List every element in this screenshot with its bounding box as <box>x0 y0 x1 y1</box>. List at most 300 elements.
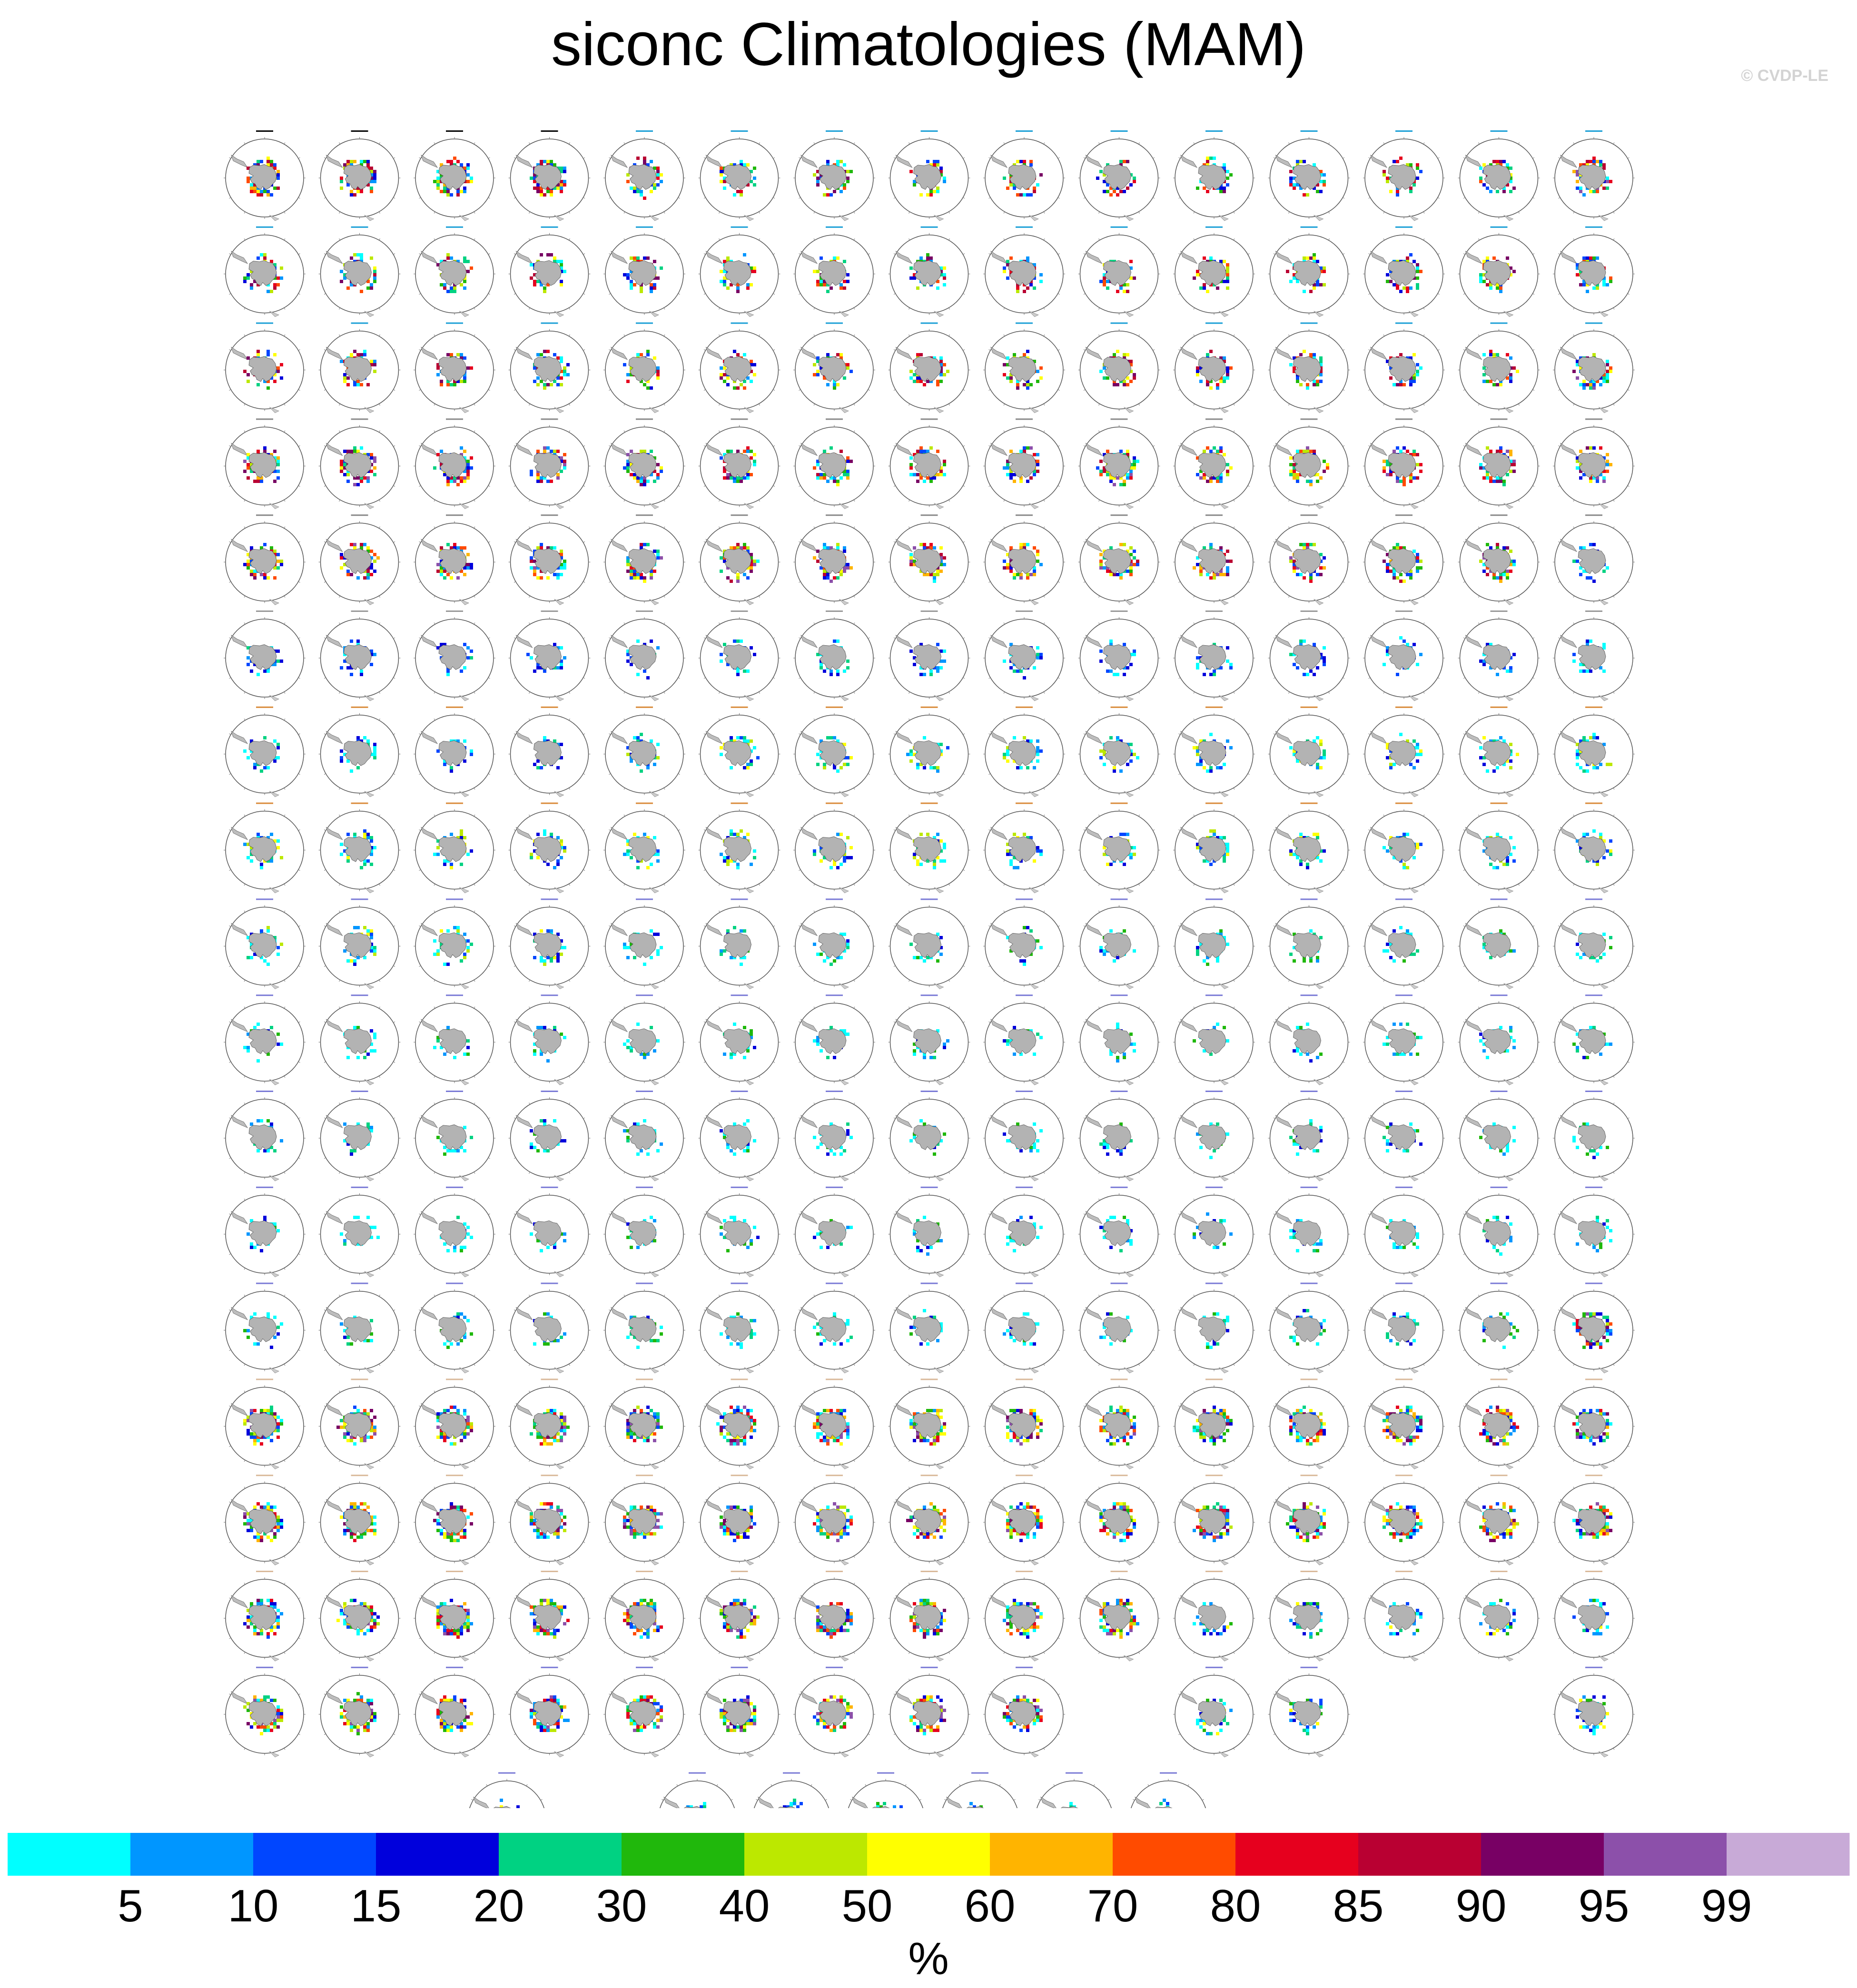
sea-ice-cell <box>560 260 563 263</box>
sea-ice-cell <box>849 370 853 373</box>
panel-tick <box>488 197 490 198</box>
sea-ice-cell <box>550 193 553 197</box>
sea-ice-cell <box>363 543 366 546</box>
sea-ice-cell <box>746 163 750 167</box>
panel-tick <box>1248 197 1249 198</box>
sea-ice-cell <box>1482 366 1486 370</box>
sea-ice-cell <box>753 560 756 563</box>
sea-ice-cell <box>253 187 257 190</box>
panel-tick <box>339 431 340 432</box>
panel-tick <box>379 308 380 309</box>
sea-ice-cell <box>263 543 267 546</box>
panel-tick <box>1438 390 1439 391</box>
sea-ice-cell <box>816 370 820 373</box>
sea-ice-cell <box>273 450 277 453</box>
panel-tick <box>1613 335 1614 336</box>
panel-tick <box>1559 350 1560 351</box>
panel-tick <box>1084 197 1085 198</box>
panel-title-mark <box>446 226 463 228</box>
panel-title-mark <box>541 323 558 324</box>
sea-ice-cell <box>1116 193 1119 197</box>
sea-ice-cell <box>820 476 823 480</box>
panel-tick <box>894 254 895 255</box>
sea-ice-cell <box>1129 183 1133 187</box>
sea-ice-cell <box>1606 283 1609 286</box>
panel-tick <box>244 527 245 528</box>
sea-ice-cell <box>843 570 846 573</box>
sea-ice-cell <box>1592 386 1596 390</box>
sea-ice-cell <box>1293 187 1296 190</box>
sea-ice-cell <box>370 456 373 460</box>
panel-tick <box>298 581 300 582</box>
panel-tick <box>1153 485 1155 486</box>
sea-ice-cell <box>943 283 946 286</box>
sea-ice-cell <box>840 190 843 193</box>
sea-ice-cell <box>646 353 650 356</box>
sea-ice-cell <box>1512 270 1516 273</box>
sea-ice-cell <box>1579 187 1582 190</box>
sea-ice-cell <box>353 446 356 450</box>
sea-ice-cell <box>267 290 270 293</box>
sea-ice-cell <box>456 576 460 580</box>
sea-ice-cell <box>1019 480 1023 483</box>
sea-ice-cell <box>1589 446 1592 450</box>
panel-tick <box>298 157 300 158</box>
sea-ice-cell <box>366 160 370 163</box>
panel-tick <box>759 431 760 432</box>
panel-tick <box>339 500 340 501</box>
panel-tick <box>1084 350 1085 351</box>
sea-ice-cell <box>1509 380 1512 383</box>
panel-tick <box>1519 404 1520 405</box>
sea-ice-cell <box>943 363 946 366</box>
sea-ice-cell <box>436 563 440 566</box>
sea-ice-cell <box>816 473 820 476</box>
panel-tick <box>529 431 530 432</box>
sea-ice-cell <box>1399 157 1403 160</box>
sea-ice-cell <box>650 190 653 193</box>
sea-ice-cell <box>1033 187 1036 190</box>
sea-ice-cell <box>833 190 836 193</box>
sea-ice-cell <box>1416 167 1419 170</box>
sea-ice-cell <box>1499 450 1502 453</box>
panel-tick <box>1383 143 1384 144</box>
sea-ice-cell <box>247 463 250 466</box>
sea-ice-cell <box>1036 370 1039 373</box>
sea-ice-cell <box>633 187 636 190</box>
sea-ice-cell <box>939 360 943 363</box>
sea-ice-cell <box>1126 290 1129 293</box>
panel-tick <box>759 335 760 336</box>
sea-ice-cell <box>560 280 563 283</box>
sea-ice-cell <box>656 170 660 173</box>
sea-ice-cell <box>1409 190 1413 193</box>
sea-ice-cell <box>1006 187 1009 190</box>
sea-ice-cell <box>656 177 660 180</box>
sea-ice-cell <box>456 546 460 550</box>
sea-ice-cell <box>1289 363 1293 366</box>
sea-ice-cell <box>656 553 660 556</box>
sea-ice-cell <box>1413 450 1416 453</box>
sea-ice-cell <box>656 463 660 466</box>
panel-tick <box>609 294 611 295</box>
panel-tick <box>244 212 245 213</box>
panel-tick <box>1519 238 1520 240</box>
sea-ice-cell <box>660 180 663 183</box>
panel-tick <box>1519 308 1520 309</box>
climatology-panel <box>793 418 875 509</box>
sea-ice-cell <box>543 383 546 386</box>
panel-title-mark <box>1016 323 1033 324</box>
panel-tick <box>624 431 625 432</box>
sea-ice-cell <box>846 473 849 476</box>
sea-ice-cell <box>1033 190 1036 193</box>
sea-ice-cell <box>446 160 450 163</box>
sea-ice-cell <box>350 193 353 197</box>
panel-tick <box>474 431 475 432</box>
panel-tick <box>1099 143 1100 144</box>
panel-title-mark <box>1585 226 1602 228</box>
panel-title-mark <box>256 514 273 516</box>
sea-ice-cell <box>1209 157 1213 160</box>
sea-ice-cell <box>546 383 550 386</box>
sea-ice-cell <box>1313 383 1316 386</box>
panel-title-mark <box>446 418 463 420</box>
panel-tick <box>1274 294 1275 295</box>
panel-tick <box>1044 500 1045 501</box>
sea-ice-cell <box>257 480 260 483</box>
sea-ice-cell <box>1589 383 1592 386</box>
sea-ice-cell <box>740 383 743 386</box>
sea-ice-cell <box>1486 476 1489 480</box>
sea-ice-cell <box>1123 190 1126 193</box>
panel-tick <box>1179 390 1180 391</box>
sea-ice-cell <box>446 383 450 386</box>
panel-tick <box>704 541 705 542</box>
sea-ice-cell <box>270 290 273 293</box>
sea-ice-cell <box>563 566 566 570</box>
panel-tick <box>664 404 665 405</box>
panel-tick <box>609 350 611 351</box>
sea-ice-cell <box>1226 266 1229 270</box>
sea-ice-cell <box>1486 187 1489 190</box>
climatology-panel <box>1078 226 1160 317</box>
sea-ice-cell <box>946 370 949 373</box>
panel-title-mark <box>731 226 748 228</box>
panel-tick <box>1628 157 1629 158</box>
panel-tick <box>1463 350 1465 351</box>
sea-ice-cell <box>1486 283 1489 286</box>
sea-ice-cell <box>1129 360 1133 363</box>
panel-tick <box>799 485 800 486</box>
panel-title-mark <box>541 226 558 228</box>
sea-ice-cell <box>370 167 373 170</box>
sea-ice-cell <box>1582 383 1586 386</box>
sea-ice-cell <box>826 576 830 580</box>
panel-tick <box>1463 157 1465 158</box>
panel-tick <box>474 404 475 405</box>
sea-ice-cell <box>450 193 453 197</box>
sea-ice-cell <box>909 376 913 380</box>
sea-ice-cell <box>440 283 443 286</box>
sea-ice-cell <box>750 360 753 363</box>
climatology-panel <box>603 418 685 509</box>
sea-ice-cell <box>943 177 946 180</box>
sea-ice-cell <box>1229 466 1233 470</box>
sea-ice-cell <box>1403 446 1406 450</box>
panel-tick <box>1058 294 1059 295</box>
sea-ice-cell <box>646 256 650 260</box>
panel-tick <box>704 157 705 158</box>
sea-ice-cell <box>533 187 536 190</box>
sea-ice-cell <box>1206 383 1209 386</box>
sea-ice-cell <box>826 383 830 386</box>
panel-tick <box>868 294 869 295</box>
panel-tick <box>298 445 300 446</box>
panel-tick <box>434 431 435 432</box>
panel-tick <box>324 390 326 391</box>
panel-tick <box>949 238 950 240</box>
panel-tick <box>1058 254 1059 255</box>
sea-ice-cell <box>1003 363 1006 366</box>
panel-tick <box>624 308 625 309</box>
sea-ice-cell <box>1003 177 1006 180</box>
climatology-panel <box>509 226 591 317</box>
panel-tick <box>664 212 665 213</box>
sea-ice-cell <box>260 190 263 193</box>
sea-ice-cell <box>1596 256 1599 260</box>
sea-ice-cell <box>640 543 643 546</box>
sea-ice-cell <box>1512 470 1516 473</box>
sea-ice-cell <box>1576 187 1579 190</box>
panel-tick <box>1423 500 1424 501</box>
sea-ice-cell <box>1289 180 1293 183</box>
sea-ice-cell <box>446 253 450 256</box>
sea-ice-cell <box>743 353 746 356</box>
panel-tick <box>1153 157 1155 158</box>
panel-title-mark <box>1585 323 1602 324</box>
panel-tick <box>1234 238 1235 240</box>
sea-ice-cell <box>1226 366 1229 370</box>
sea-ice-cell <box>733 350 736 353</box>
panel-tick <box>514 445 515 446</box>
panel-tick <box>379 143 380 144</box>
panel-tick <box>759 308 760 309</box>
panel-tick <box>704 254 705 255</box>
panel-tick <box>1058 390 1059 391</box>
climatology-panel <box>509 130 591 221</box>
panel-tick <box>284 404 285 405</box>
sea-ice-cell <box>373 570 376 573</box>
panel-tick <box>1573 431 1574 432</box>
panel-tick <box>1628 197 1629 198</box>
panel-title-mark <box>1205 130 1223 132</box>
sea-ice-cell <box>1309 450 1313 453</box>
sea-ice-cell <box>750 456 753 460</box>
sea-ice-cell <box>1026 383 1029 386</box>
panel-tick <box>474 308 475 309</box>
sea-ice-cell <box>723 283 726 286</box>
panel-tick <box>609 445 611 446</box>
sea-ice-cell <box>1403 286 1406 290</box>
panel-tick <box>678 294 680 295</box>
sea-ice-cell <box>836 543 840 546</box>
panel-tick <box>989 350 990 351</box>
sea-ice-cell <box>656 366 660 370</box>
sea-ice-cell <box>247 563 250 566</box>
sea-ice-cell <box>277 370 280 373</box>
panel-tick <box>1194 335 1195 336</box>
panel-tick <box>583 485 585 486</box>
sea-ice-cell <box>1602 476 1606 480</box>
panel-tick <box>909 308 910 309</box>
sea-ice-cell <box>247 566 250 570</box>
panel-tick <box>298 350 300 351</box>
panel-tick <box>394 350 395 351</box>
sea-ice-cell <box>270 546 273 550</box>
sea-ice-cell <box>1289 177 1293 180</box>
sea-ice-cell <box>656 370 660 373</box>
panel-tick <box>1438 294 1439 295</box>
sea-ice-cell <box>1226 473 1229 476</box>
sea-ice-cell <box>277 173 280 177</box>
panel-tick <box>1194 238 1195 240</box>
sea-ice-cell <box>360 383 363 386</box>
sea-ice-cell <box>936 450 939 453</box>
sea-ice-cell <box>943 273 946 276</box>
sea-ice-cell <box>626 463 630 466</box>
panel-tick <box>624 238 625 240</box>
sea-ice-cell <box>566 363 570 366</box>
sea-ice-cell <box>1289 456 1293 460</box>
sea-ice-cell <box>280 266 283 270</box>
panel-tick <box>229 197 231 198</box>
sea-ice-cell <box>630 473 633 476</box>
sea-ice-cell <box>450 353 453 356</box>
sea-ice-cell <box>346 480 350 483</box>
sea-ice-cell <box>936 380 939 383</box>
sea-ice-cell <box>933 476 936 480</box>
panel-tick <box>664 143 665 144</box>
sea-ice-cell <box>1306 256 1309 260</box>
sea-ice-cell <box>843 473 846 476</box>
panel-tick <box>664 596 665 597</box>
panel-tick <box>909 500 910 501</box>
panel-tick <box>1289 212 1290 213</box>
sea-ice-cell <box>656 173 660 177</box>
sea-ice-cell <box>360 446 363 450</box>
panel-tick <box>678 390 680 391</box>
sea-ice-cell <box>370 360 373 363</box>
sea-ice-cell <box>643 197 646 200</box>
panel-tick <box>434 212 435 213</box>
panel-tick <box>1058 485 1059 486</box>
sea-ice-cell <box>1416 370 1419 373</box>
sea-ice-cell <box>1126 353 1129 356</box>
sea-ice-cell <box>1016 286 1019 290</box>
sea-ice-cell <box>1413 353 1416 356</box>
sea-ice-cell <box>1219 380 1223 383</box>
panel-tick <box>583 350 585 351</box>
panel-title-mark <box>826 226 843 228</box>
climatology-panel <box>603 323 685 413</box>
sea-ice-cell <box>1572 170 1576 173</box>
sea-ice-cell <box>456 353 460 356</box>
sea-ice-cell <box>453 286 456 290</box>
panel-tick <box>339 596 340 597</box>
panel-title-mark <box>826 418 843 420</box>
panel-tick <box>514 254 515 255</box>
panel-tick <box>1139 143 1140 144</box>
sea-ice-cell <box>1406 286 1409 290</box>
sea-ice-cell <box>277 560 280 563</box>
panel-tick <box>1004 404 1005 405</box>
sea-ice-cell <box>830 580 833 583</box>
sea-ice-cell <box>370 470 373 473</box>
sea-ice-cell <box>1592 383 1596 386</box>
sea-ice-cell <box>1016 386 1019 390</box>
sea-ice-cell <box>257 353 260 356</box>
sea-ice-cell <box>360 160 363 163</box>
sea-ice-cell <box>273 380 277 383</box>
sea-ice-cell <box>653 283 656 286</box>
sea-ice-cell <box>1383 460 1386 463</box>
sea-ice-cell <box>446 190 450 193</box>
sea-ice-cell <box>826 193 830 197</box>
sea-ice-cell <box>1133 463 1136 466</box>
panel-tick <box>1153 197 1155 198</box>
sea-ice-cell <box>746 450 750 453</box>
sea-ice-cell <box>1019 450 1023 453</box>
sea-ice-cell <box>1019 193 1023 197</box>
panel-tick <box>1234 500 1235 501</box>
sea-ice-cell <box>446 573 450 576</box>
sea-ice-cell <box>1313 256 1316 260</box>
sea-ice-cell <box>1479 466 1482 470</box>
panel-tick <box>298 197 300 198</box>
sea-ice-cell <box>340 463 343 466</box>
sea-ice-cell <box>1499 480 1502 483</box>
sea-ice-cell <box>247 177 250 180</box>
panel-tick <box>1423 308 1424 309</box>
sea-ice-cell <box>939 167 943 170</box>
climatology-panel <box>793 323 875 413</box>
sea-ice-cell <box>1193 276 1196 280</box>
panel-tick <box>1383 238 1384 240</box>
sea-ice-cell <box>1496 476 1499 480</box>
panel-tick <box>1329 238 1330 240</box>
sea-ice-cell <box>1206 190 1209 193</box>
sea-ice-cell <box>536 480 540 483</box>
sea-ice-cell <box>566 373 570 376</box>
sea-ice-cell <box>556 576 560 580</box>
climatology-panel <box>1458 226 1540 317</box>
sea-ice-cell <box>650 576 653 580</box>
sea-ice-cell <box>540 543 543 546</box>
sea-ice-cell <box>1383 466 1386 470</box>
sea-ice-cell <box>723 280 726 283</box>
panel-tick <box>719 431 720 432</box>
sea-ice-cell <box>726 450 730 453</box>
sea-ice-cell <box>1103 366 1106 370</box>
sea-ice-cell <box>560 356 563 360</box>
sea-ice-cell <box>1226 263 1229 266</box>
panel-tick <box>1153 350 1155 351</box>
panel-title-mark <box>636 418 653 420</box>
climatology-panel <box>699 514 780 605</box>
sea-ice-cell <box>260 193 263 197</box>
sea-ice-cell <box>436 570 440 573</box>
